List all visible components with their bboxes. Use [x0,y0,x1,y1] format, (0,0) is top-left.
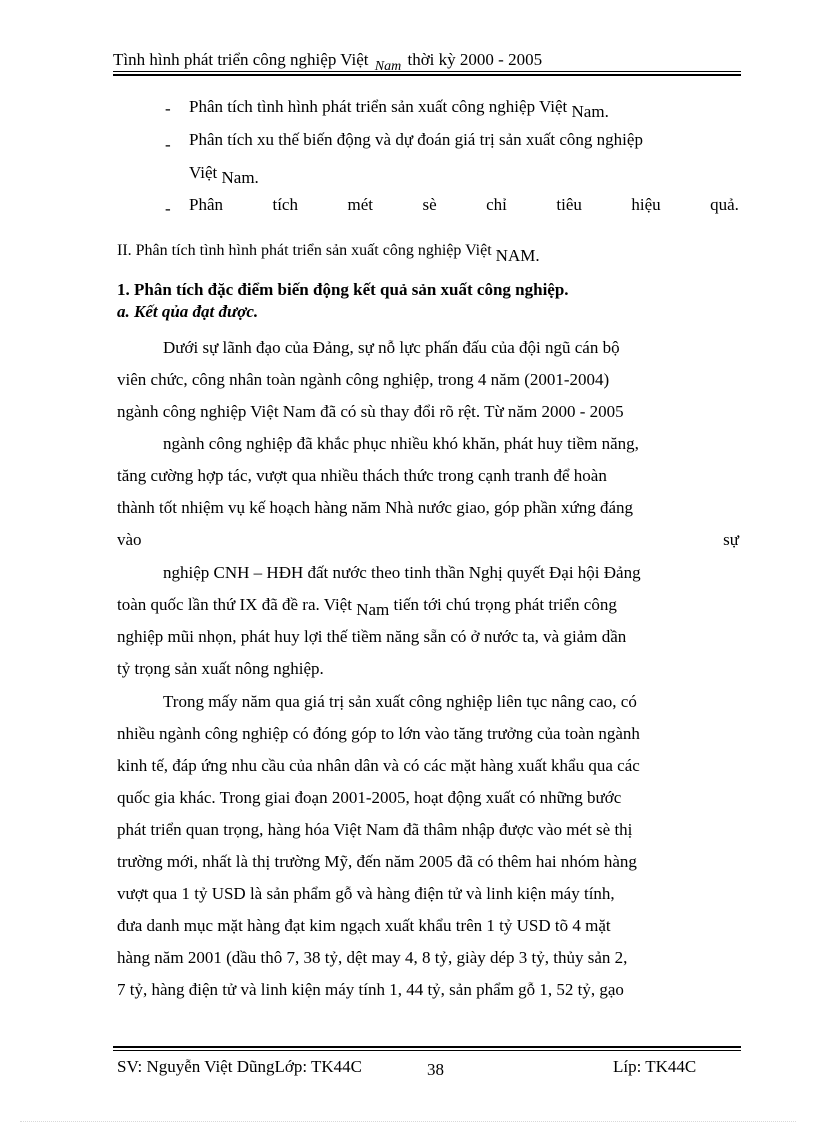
para3-line-10: 7 tỷ, hàng điện tử và linh kiện máy tính 1, 44 tỷ, sản phẩm gỗ 1, 52 tỷ, gạo [117,980,624,999]
para1-line-7: vào sự [117,530,739,549]
header-title-prefix: Tình hình phát triển công nghiệp Việt [113,50,369,69]
bullet-item-3: Phân tích mét sè chỉ tiêu hiệu quả. [189,195,739,214]
footer-rule-bottom [113,1050,741,1051]
para1-line-4: ngành công nghiệp đã khắc phục nhiều khó khăn, phát huy tiềm năng, [163,434,639,453]
para3-line-2: nhiều ngành công nghiệp có đóng góp to lớn vào tăng trưởng của toàn ngành [117,724,640,743]
header-rule-bottom [113,74,741,76]
para3-line-3: kinh tế, đáp ứng nhu cầu của nhân dân và có các mặt hàng xuất khẩu qua các [117,756,640,775]
bullet-dash-2: - [165,135,171,154]
bullet-item-2: Phân tích xu thế biến động và dự đoán giá trị sản xuất công nghiệp Việt Nam. [189,130,643,187]
footer-class: Líp: TK44C [613,1057,697,1076]
bullet-dash-1: - [165,99,171,118]
para1-line-1: Dưới sự lãnh đạo của Đảng, sự nỗ lực phấn đấu của đội ngũ cán bộ [163,338,620,357]
heading-1: 1. Phân tích đặc điểm biến động kết quả sản xuất công nghiệp. [117,280,569,299]
header-rule-top [113,71,741,72]
section-heading-ii: II. Phân tích tình hình phát triển sản xuất công nghiệp Việt NAM. [117,242,540,265]
running-header [113,49,741,73]
para3-line-5: phát triển quan trọng, hàng hóa Việt Nam đã thâm nhập được vào mét sè thị [117,820,633,839]
para3-line-8: đưa danh mục mặt hàng đạt kim ngạch xuất khẩu trên 1 tỷ USD tõ 4 mặt [117,916,611,935]
footer-rule-top [113,1046,741,1048]
para2-line-3: nghiệp mũi nhọn, phát huy lợi thế tiềm năng sẵn có ở nước ta, và giảm dần [117,627,627,646]
para1-line-3: ngành công nghiệp Việt Nam đã có sù thay đổi rõ rệt. Từ năm 2000 - 2005 [117,402,624,421]
heading-a: a. Kết qủa đạt được. [117,302,259,321]
para1-line-2: viên chức, công nhân toàn ngành công nghiệp, trong 4 năm (2001-2004) [117,370,610,389]
footer-author: SV: Nguyễn Việt DũngLớp: TK44C [117,1057,363,1076]
para3-line-6: trường mới, nhất là thị trường Mỹ, đến năm 2005 đã có thêm hai nhóm hàng [117,852,637,871]
bullet-item-1: Phân tích tình hình phát triển sản xuất công nghiệp Việt Nam. [189,97,609,121]
footer-page-number: 38 [427,1060,444,1079]
para3-line-4: quốc gia khác. Trong giai đoạn 2001-2005, hoạt động xuất có những bước [117,788,622,807]
para2-line-4: tỷ trọng sản xuất nông nghiệp. [117,659,324,678]
para2-line-1: nghiệp CNH – HĐH đất nước theo tinh thần Nghị quyết Đại hội Đảng [163,563,641,582]
bullet-dash-3: - [165,199,171,218]
header-title-suffix: thời kỳ 2000 - 2005 [407,50,543,69]
para1-line-6: thành tốt nhiệm vụ kế hoạch hàng năm Nhà nước giao, góp phần xứng đáng [117,498,634,517]
para3-line-7: vượt qua 1 tỷ USD là sản phẩm gỗ và hàng điện tử và linh kiện máy tính, [117,884,615,903]
para3-line-9: hàng năm 2001 (dầu thô 7, 38 tỷ, dệt may 4, 8 tỷ, giày dép 3 tỷ, thủy sản 2, [117,948,628,967]
header-title-nam: Nam [374,59,402,74]
para1-line-5: tăng cường hợp tác, vượt qua nhiều thách thức trong cạnh tranh để hoàn [117,466,607,485]
page-bottom-dotted-edge [20,1121,796,1122]
para2-line-2: toàn quốc lần thứ IX đã đề ra. Việt Nam tiến tới chú trọng phát triển công [117,595,617,619]
para3-line-1: Trong mấy năm qua giá trị sản xuất công nghiệp liên tục nâng cao, có [163,692,637,711]
